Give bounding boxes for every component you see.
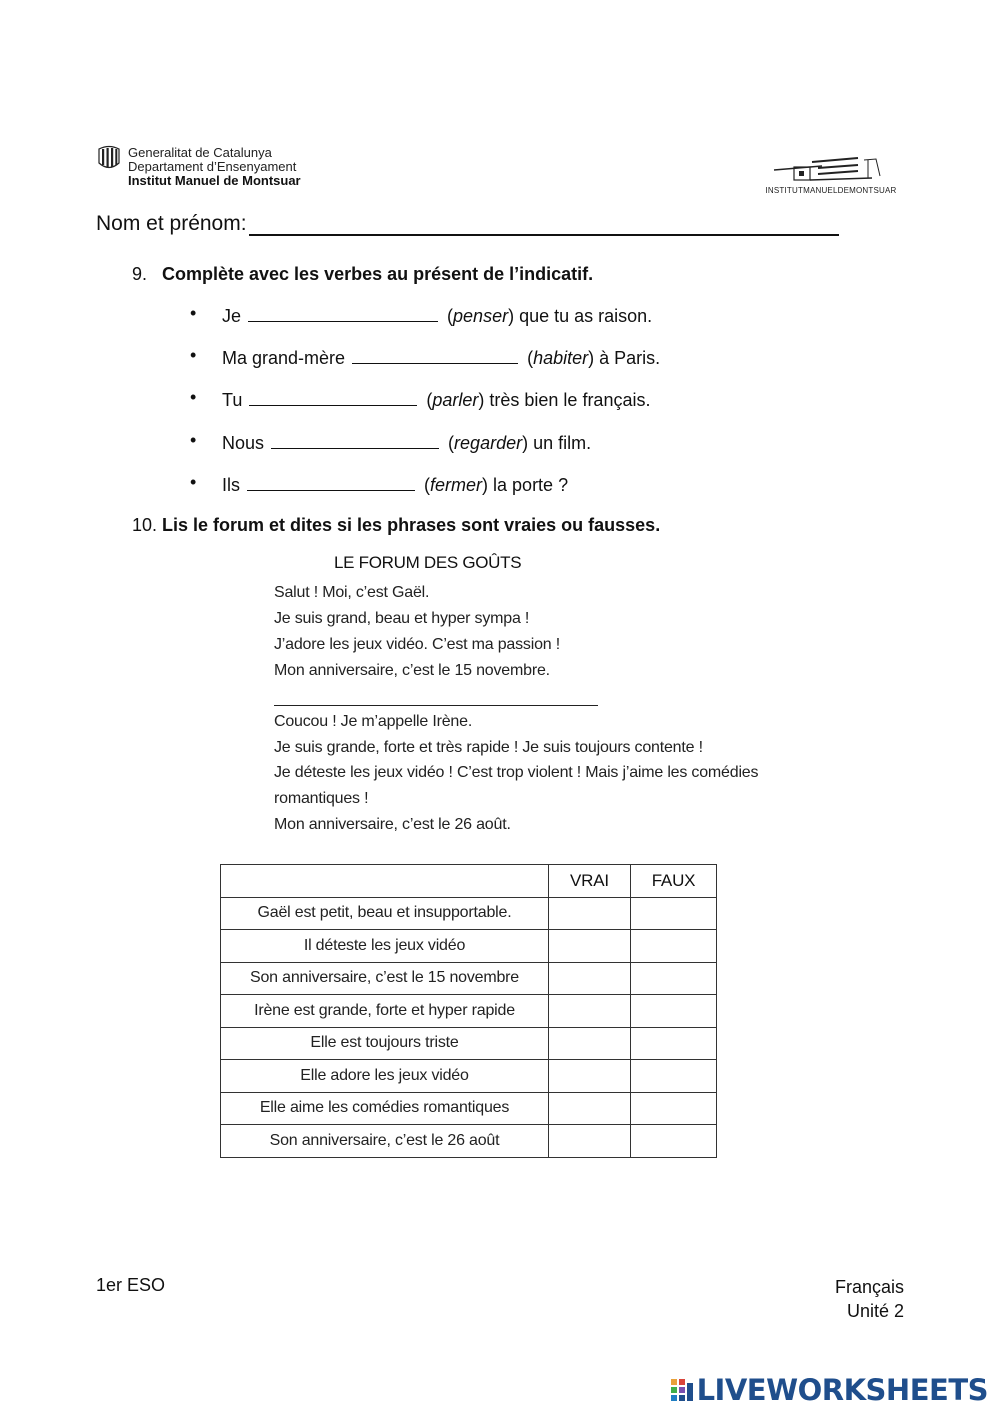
statement-cell: Gaël est petit, beau et insupportable.	[221, 897, 549, 930]
name-label: Nom et prénom:	[96, 212, 247, 235]
table-header-vrai: VRAI	[549, 865, 631, 898]
vrai-cell[interactable]	[549, 897, 631, 930]
faux-cell[interactable]	[631, 897, 717, 930]
table-row	[221, 897, 717, 930]
faux-cell[interactable]	[631, 1027, 717, 1060]
true-false-table	[220, 864, 717, 1158]
verb-hint: parler	[432, 390, 479, 410]
faux-cell[interactable]	[631, 1060, 717, 1093]
table-row	[221, 995, 717, 1028]
forum-post-2-line: Mon anniversaire, c’est le 26 août.	[274, 816, 511, 833]
verb-hint: regarder	[454, 433, 523, 453]
vrai-cell[interactable]	[549, 930, 631, 963]
statement-cell: Il déteste les jeux vidéo	[221, 930, 549, 963]
bullet-icon: •	[190, 345, 197, 365]
bullet-icon: •	[190, 387, 197, 407]
statement-cell: Son anniversaire, c’est le 26 août	[221, 1125, 549, 1158]
exercise-10-number: 10.	[132, 515, 158, 535]
statement-cell: Son anniversaire, c’est le 15 novembre	[221, 962, 549, 995]
answer-blank[interactable]	[247, 472, 415, 491]
liveworksheets-logo-icon	[671, 1377, 693, 1403]
faux-cell[interactable]	[631, 1092, 717, 1125]
statement-cell: Elle aime les comédies romantiques	[221, 1092, 549, 1125]
footer-unit: Unité 2	[846, 1301, 904, 1321]
footer-subject-unit	[835, 1275, 904, 1323]
faux-cell[interactable]	[631, 1125, 717, 1158]
footer-level: 1er ESO	[96, 1275, 166, 1295]
table-row	[221, 1027, 717, 1060]
exercise-10-title: Lis le forum et dites si les phrases sont vraies ou fausses.	[162, 515, 661, 535]
forum-post-1-line: J’adore les jeux vidéo. C’est ma passion !	[274, 636, 560, 653]
exercise-9-item: Nous (regarder) un film.	[222, 430, 591, 454]
answer-blank[interactable]	[249, 387, 417, 406]
table-row	[221, 1125, 717, 1158]
generalitat-logo-icon	[97, 145, 121, 171]
vrai-cell[interactable]	[549, 1060, 631, 1093]
table-header-statement	[221, 865, 549, 898]
answer-blank[interactable]	[352, 345, 518, 364]
name-field	[96, 212, 839, 236]
exercise-9-item: Ils (fermer) la porte ?	[222, 472, 568, 496]
forum-post-2-line: Je suis grande, forte et très rapide ! Je suis toujours contente !	[274, 739, 703, 756]
answer-blank[interactable]	[271, 430, 439, 449]
bullet-icon: •	[190, 472, 197, 492]
vrai-cell[interactable]	[549, 1092, 631, 1125]
government-header	[128, 146, 301, 188]
answer-blank[interactable]	[248, 303, 438, 322]
bullet-icon: •	[190, 303, 197, 323]
verb-hint: habiter	[533, 348, 589, 368]
faux-cell[interactable]	[631, 930, 717, 963]
statement-cell: Irène est grande, forte et hyper rapide	[221, 995, 549, 1028]
table-row	[221, 962, 717, 995]
table-row	[221, 1060, 717, 1093]
vrai-cell[interactable]	[549, 995, 631, 1028]
statement-cell: Elle adore les jeux vidéo	[221, 1060, 549, 1093]
liveworksheets-text: LIVEWORKSHEETS	[696, 1373, 988, 1407]
forum-post-2-line: Coucou ! Je m’appelle Irène.	[274, 713, 473, 730]
exercise-9-title: Complète avec les verbes au présent de l’indicatif.	[162, 264, 594, 284]
forum-post-2-line: romantiques !	[274, 790, 369, 807]
table-header-row	[221, 865, 717, 898]
school-logo-caption: INSTITUTMANUELDEMONTSUAR	[765, 186, 897, 195]
exercise-9-item: Je (penser) que tu as raison.	[222, 303, 652, 327]
verb-hint: penser	[453, 306, 509, 326]
statement-cell: Elle est toujours triste	[221, 1027, 549, 1060]
faux-cell[interactable]	[631, 995, 717, 1028]
exercise-9-item: Ma grand-mère (habiter) à Paris.	[222, 345, 660, 369]
bullet-icon: •	[190, 430, 197, 450]
gov-line-2: Departament d’Ensenyament	[128, 159, 297, 174]
school-name: Institut Manuel de Montsuar	[128, 173, 301, 188]
forum-title: LE FORUM DES GOÛTS	[334, 553, 522, 572]
forum-post-1-line: Salut ! Moi, c’est Gaël.	[274, 584, 430, 601]
faux-cell[interactable]	[631, 962, 717, 995]
gov-line-1: Generalitat de Catalunya	[128, 145, 272, 160]
vrai-cell[interactable]	[549, 1027, 631, 1060]
vrai-cell[interactable]	[549, 1125, 631, 1158]
footer-subject: Français	[834, 1277, 904, 1297]
table-row	[221, 930, 717, 963]
verb-hint: fermer	[430, 475, 483, 495]
forum-post-1-line: Je suis grand, beau et hyper sympa !	[274, 610, 530, 627]
liveworksheets-brand[interactable]	[671, 1374, 988, 1406]
vrai-cell[interactable]	[549, 962, 631, 995]
name-blank-line[interactable]	[249, 212, 839, 236]
forum-post-2-line: Je déteste les jeux vidéo ! C’est trop violent ! Mais j’aime les comédies	[274, 764, 759, 781]
forum-separator	[274, 705, 598, 706]
exercise-9-number: 9.	[132, 264, 148, 284]
forum-post-1-line: Mon anniversaire, c’est le 15 novembre.	[274, 662, 550, 679]
exercise-9-item: Tu (parler) très bien le français.	[222, 387, 650, 411]
table-header-faux: FAUX	[631, 865, 717, 898]
table-row	[221, 1092, 717, 1125]
